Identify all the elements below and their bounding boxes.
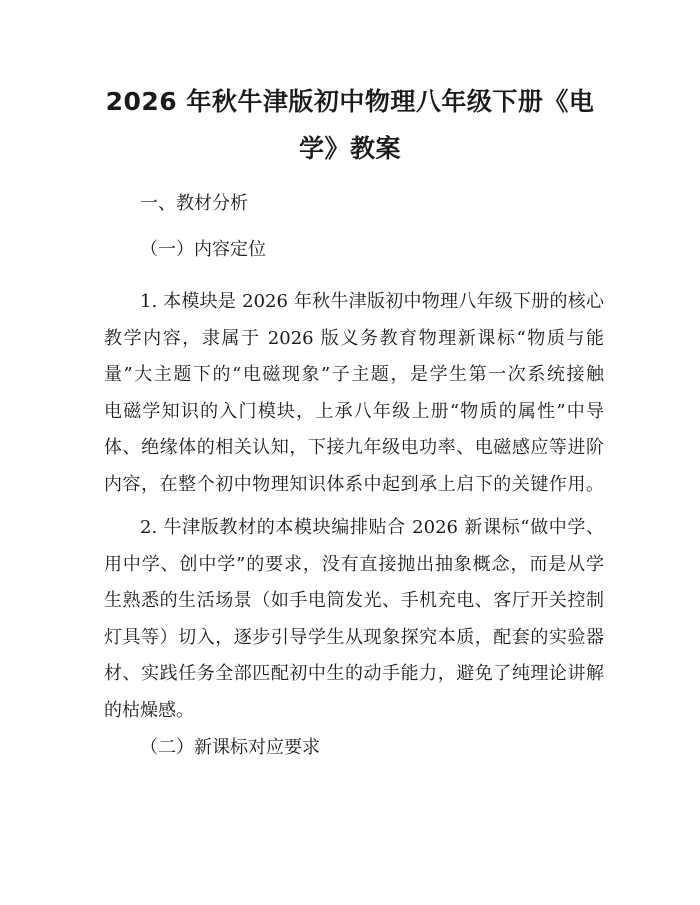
paragraph-2-line: 生熟悉的生活场景（如手电筒发光、手机充电、客厅开关控制 xyxy=(104,590,604,611)
paragraph-1-line: 量”大主题下的“电磁现象”子主题，是学生第一次系统接触 xyxy=(104,364,604,385)
document-title-line-2: 学》教案 xyxy=(298,134,401,163)
paragraph-2-line: 材、实践任务全部匹配初中生的动手能力，避免了纯理论讲解 xyxy=(104,663,604,684)
paragraph-2-line: 2. 牛津版教材的本模块编排贴合 2026 新课标“做中学、 xyxy=(140,517,604,538)
document-title-line-1: 2026 年秋牛津版初中物理八年级下册《电 xyxy=(105,87,595,116)
subsection-heading-curriculum-requirements: （二）新课标对应要求 xyxy=(140,737,320,758)
paragraph-2-line: 的枯燥感。 xyxy=(104,699,194,721)
paragraph-2-line: 灯具等）切入，逐步引导学生从现象探究本质，配套的实验器 xyxy=(104,626,604,648)
paragraph-1 xyxy=(104,284,604,503)
paragraph-1-line: 教学内容，隶属于 2026 版义务教育物理新课标“物质与能 xyxy=(104,327,604,349)
paragraph-1-line: 内容，在整个初中物理知识体系中起到承上启下的关键作用。 xyxy=(104,473,604,495)
paragraph-1-line: 1. 本模块是 2026 年秋牛津版初中物理八年级下册的核心 xyxy=(140,291,604,312)
paragraph-2 xyxy=(104,510,604,729)
paragraph-2-line: 用中学、创中学”的要求，没有直接抛出抽象概念，而是从学 xyxy=(104,553,604,575)
section-heading-textbook-analysis: 一、教材分析 xyxy=(140,193,248,214)
subsection-heading-content-positioning: （一）内容定位 xyxy=(140,239,266,260)
paragraph-1-line: 电磁学知识的入门模块，上承八年级上册“物质的属性”中导 xyxy=(104,400,604,422)
paragraph-1-line: 体、绝缘体的相关认知，下接九年级电功率、电磁感应等进阶 xyxy=(104,437,604,458)
